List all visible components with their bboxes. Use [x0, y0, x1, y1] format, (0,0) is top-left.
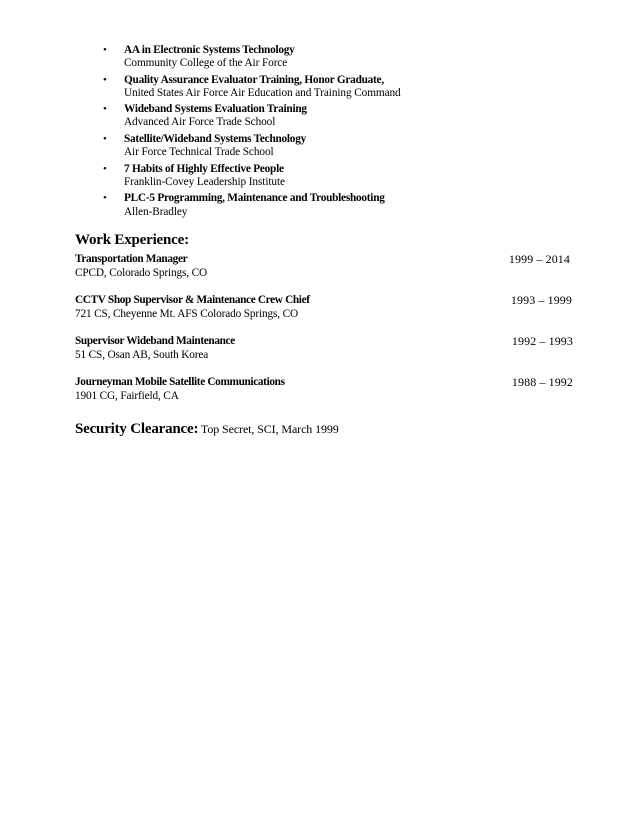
job-dates: 1992 – 1993 — [511, 334, 573, 348]
education-title: PLC-5 Programming, Maintenance and Troubleshooting — [124, 192, 385, 205]
job-location: 1901 CG, Fairfield, CA — [75, 390, 179, 403]
education-item — [101, 192, 541, 218]
education-title: Wideband Systems Evaluation Training — [124, 103, 307, 116]
education-list — [101, 44, 541, 222]
job-location: 721 CS, Cheyenne Mt. AFS Colorado Springs, CO — [75, 308, 298, 321]
job-title: CCTV Shop Supervisor & Maintenance Crew Chief — [75, 294, 310, 306]
education-item — [101, 44, 541, 70]
education-school: Advanced Air Force Trade School — [124, 116, 276, 129]
security-clearance-value: Top Secret, SCI, March 1999 — [198, 422, 339, 436]
education-title: AA in Electronic Systems Technology — [124, 44, 295, 56]
bullet-icon: • — [103, 133, 107, 146]
education-school: Air Force Technical Trade School — [124, 146, 274, 159]
job-title: Supervisor Wideband Maintenance — [75, 335, 235, 347]
job-entry — [75, 252, 575, 280]
bullet-icon: • — [103, 162, 107, 175]
job-location: CPCD, Colorado Springs, CO — [75, 267, 207, 280]
education-item — [101, 163, 541, 189]
work-experience-heading: Work Experience: — [75, 232, 189, 248]
education-title: Satellite/Wideband Systems Technology — [124, 133, 306, 146]
job-entry — [75, 375, 575, 403]
job-location: 51 CS, Osan AB, South Korea — [75, 349, 209, 362]
bullet-icon: • — [103, 103, 107, 116]
job-entry — [75, 334, 575, 362]
security-clearance — [75, 420, 339, 438]
job-dates: 1999 – 2014 — [508, 252, 570, 266]
education-title: 7 Habits of Highly Effective People — [124, 162, 284, 175]
job-entry — [75, 293, 575, 321]
education-item — [101, 103, 541, 129]
education-school: Community College of the Air Force — [124, 57, 288, 70]
bullet-icon: • — [103, 192, 107, 205]
education-title: Quality Assurance Evaluator Training, Honor Graduate, — [124, 73, 384, 86]
bullet-icon: • — [103, 44, 107, 56]
education-school: United States Air Force Air Education and Training Command — [124, 86, 401, 99]
security-clearance-label: Security Clearance: — [75, 421, 199, 437]
education-item — [101, 133, 541, 159]
bullet-icon: • — [103, 73, 107, 86]
job-title: Transportation Manager — [75, 253, 188, 265]
job-dates: 1993 – 1999 — [510, 293, 572, 307]
job-title: Journeyman Mobile Satellite Communications — [75, 376, 285, 388]
education-school: Allen-Bradley — [124, 205, 188, 218]
education-school: Franklin-Covey Leadership Institute — [124, 175, 285, 188]
education-item — [101, 74, 541, 100]
job-dates: 1988 – 1992 — [511, 375, 573, 389]
